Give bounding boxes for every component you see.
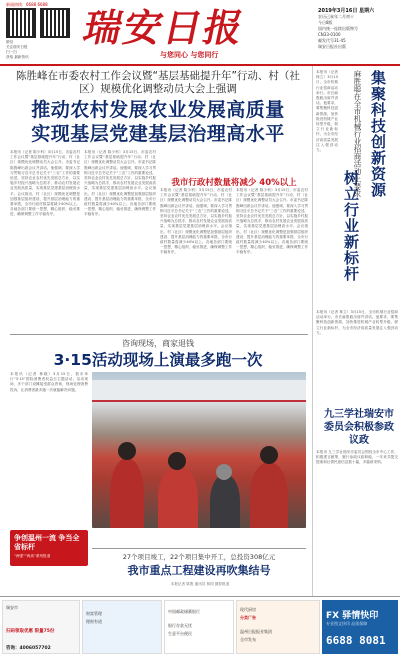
ad-text: 分类广告 [240, 615, 256, 620]
section-divider [10, 334, 308, 335]
consumer-kicker: 咨询现场，商家退钱 [122, 339, 194, 348]
right-headline[interactable]: 树立行业新标杆 [342, 170, 360, 282]
ad-phone: 6688 8081 [326, 634, 386, 647]
qr-code-icon[interactable] [6, 8, 36, 38]
ad-ruian[interactable] [2, 600, 80, 654]
lead-body-column: 本报讯（记者 陈少科）3月15日，市委农村工作会议暨“基层基础提升年”行动、村（社区）规模优化调整动员大会召开。市委书记陈胜峰出席会议并讲话。他强调，要深入学习贯彻习近平总书记关于“三农”工作的重要论述，坚持农业农村优先发展总方针，以实施乡村振兴战略为总抓手，推动农村发展农业发展高质量，实现基层党建基层治理高水平。会议指出，村（社区）规模优化调整是加强基层组织建设、提升基层治理能力的重要举措，全市行政村数量将减少40%以上。各地各部门要统一思想，精心组织，稳妥推进，确保调整工作平稳有序。 [160, 188, 232, 255]
photo-person [110, 458, 144, 528]
lead-body-column: 本报讯（记者 陈少科）3月15日，市委农村工作会议暨“基层基础提升年”行动、村（社区）规模优化调整动员大会召开。市委书记陈胜峰出席会议并讲话。他强调，要深入学习贯彻习近平总书记关于“三农”工作的重要论述，坚持农业农村优先发展总方针，以实施乡村振兴战略为总抓手，推动农村发展农业发展高质量，实现基层党建基层治理高水平。会议指出，村（社区）规模优化调整是加强基层组织建设、提升基层治理能力的重要举措，全市行政村数量将减少40%以上。各地各部门要统一思想，精心组织，稳妥推进，确保调整工作平稳有序。 [236, 188, 308, 255]
ad-phone: 咨询：4006057702 [6, 646, 51, 651]
tent-canopy [92, 380, 306, 402]
series-promo-badge[interactable] [10, 530, 88, 566]
lead-headline[interactable] [10, 98, 306, 146]
masthead-rule [0, 64, 400, 66]
lead-body-column: 本报讯（记者 陈少科）3月15日，市委农村工作会议暨“基层基础提升年”行动、村（社区）规模优化调整动员大会召开。市委书记陈胜峰出席会议并讲话。他强调，要深入学习贯彻习近平总书记关于“三农”工作的重要论述，坚持农业农村优先发展总方针，以实施乡村振兴战略为总抓手，推动农村发展农业发展高质量，实现基层党建基层治理高水平。会议指出，村（社区）规模优化调整是加强基层组织建设、提升基层治理能力的重要举措，全市行政村数量将减少40%以上。各地各部门要统一思想，精心组织，稳妥推进，确保调整工作平稳有序。 [10, 150, 80, 217]
issue-line: 农历己亥年二月初十 [318, 14, 354, 19]
lead-kicker: 陈胜峰在市委农村工作会议暨“基层基础提升年”行动、村（社区）规模优化调整动员大会上强调 [16, 70, 300, 95]
ad-headline: 扫码领取优惠 限量75份 [6, 629, 55, 634]
photo-person [168, 452, 186, 470]
ad-text: 中国邮政储蓄银行 [168, 609, 200, 614]
ad-text: 银行存款无忧 [168, 623, 192, 628]
photo-person [216, 464, 232, 480]
ad-print-shop[interactable] [322, 600, 398, 654]
ad-postal-bank[interactable] [164, 600, 234, 654]
ad-brand: FX 驿情快印 [326, 611, 379, 621]
hotline: 新闻热线：6688 6688 [6, 2, 48, 7]
issue-info [318, 8, 396, 50]
side-note: 扫一扫 [6, 50, 17, 54]
ad-text: 全市发布 [240, 637, 256, 642]
ad-classifieds[interactable] [236, 600, 320, 654]
projects-headline[interactable]: 我市重点工程建设再吹集结号 [127, 564, 271, 577]
consumer-headline[interactable]: 3·15活动现场上演最多跑一次 [53, 351, 263, 369]
right-body-column: 本报讯（记者 林立）3月15日，全市机械行业招商活动举行。市长麻胜聪出席并讲话。他要求，要集聚科技创新资源，加快推进机械产业转型升级，树立行业新标杆，为全市经济高质量发展注入强劲动力。 [316, 310, 398, 335]
issue-line: 今日8版 [318, 20, 333, 25]
issue-line: 国内统一连续出版物号 [318, 26, 358, 31]
qr-code-icon[interactable] [40, 8, 70, 38]
ad-text: 生意平台便民 [168, 631, 192, 636]
lead-body-column: 本报讯（记者 陈少科）3月15日，市委农村工作会议暨“基层基础提升年”行动、村（社区）规模优化调整动员大会召开。市委书记陈胜峰出席会议并讲话。他强调，要深入学习贯彻习近平总书记关于“三农”工作的重要论述，坚持农业农村优先发展总方针，以实施乡村振兴战略为总抓手，推动农村发展农业发展高质量，实现基层党建基层治理高水平。会议指出，村（社区）规模优化调整是加强基层组织建设、提升基层治理能力的重要举措，全市行政村数量将减少40%以上。各地各部门要统一思想，精心组织，稳妥推进，确保调整工作平稳有序。 [84, 150, 156, 217]
issue-line: 瑞安日报社出版 [318, 44, 346, 49]
lead-subheadline[interactable]: 我市行政村数量将减少 40%以上 [171, 178, 297, 188]
issue-date: 2019年3月16日 星期六 [318, 8, 375, 14]
photo-person [210, 474, 240, 528]
lead-headline-line[interactable]: 实现基层党建基层治理高水平 [31, 123, 285, 145]
jiusan-body: 本报讯 九三学社瑞安市委员会围绕全市中心工作，积极建言献策，履行参政议政职能，一年来共提交提案和社情民意信息数十篇，多篇被采纳。 [316, 450, 398, 465]
right-body-column: 本报讯（记者 林立）3月15日，全市机械行业招商活动举行。市长麻胜聪出席并讲话。他要求，要集聚科技创新资源，加快推进机械产业转型升级，树立行业新标杆，为全市经济高质量发展注入强劲动力。 [316, 70, 338, 153]
photo-person [250, 462, 288, 528]
photo-person [158, 466, 198, 528]
ad-text: 温州日报报业集团 [240, 629, 272, 634]
lead-headline-line[interactable]: 推动农村发展农业发展高质量 [31, 99, 285, 121]
promo-title: 争创温州一流 争当全省标杆 [14, 534, 80, 551]
event-photo[interactable] [92, 372, 306, 528]
masthead-side-notes [6, 40, 76, 60]
masthead-slogan: 与您同心 与您同行 [160, 51, 219, 59]
right-kicker: 麻胜聪在全市机械行业招商活动上要求 [353, 70, 362, 198]
ad-text: 理财有道 [86, 619, 102, 624]
ad-subtitle: 专业图文快印 品质保障 [326, 621, 368, 626]
projects-kicker: 27个项目竣工，22个项目集中开工，总投资308亿元 [122, 553, 276, 561]
photo-person [118, 442, 136, 460]
issue-line: CN33-0100 [318, 32, 341, 37]
ad-text: 现代厨房 [240, 607, 256, 612]
jiusan-headline[interactable]: 九三学社瑞安市委员会积极参政议政 [324, 409, 394, 446]
section-divider [92, 548, 306, 549]
column-divider [312, 66, 313, 596]
right-headline[interactable]: 集聚科技创新资源 [369, 70, 387, 198]
ad-wealth[interactable] [82, 600, 162, 654]
photo-credit: 本报记者 陈胜 通讯员 林国 摄影报道 [170, 582, 230, 586]
photo-person [260, 446, 278, 464]
ad-text: 瑞安市 [6, 605, 18, 610]
ad-text: 财富管理 [86, 611, 102, 616]
promo-subtitle: “两强”“两高”系列报道 [14, 554, 51, 558]
consumer-body: 本报讯（记者 林晓）3月15日，我市举行“3·15”国际消费者权益日主题活动。活动现场，多个部门设摊接受群众咨询，现场处理消费投诉，让消费者最多跑一次就能解决问题。 [10, 372, 88, 392]
issue-line: 邮发代号31-45 [318, 38, 346, 43]
newspaper-logo: 瑞安日报 [79, 5, 249, 50]
side-note: 微信 [6, 40, 14, 44]
masthead [0, 0, 400, 66]
side-note: 关注瑞安日报 [6, 45, 28, 49]
side-note: 获取 最新资讯 [6, 55, 29, 59]
